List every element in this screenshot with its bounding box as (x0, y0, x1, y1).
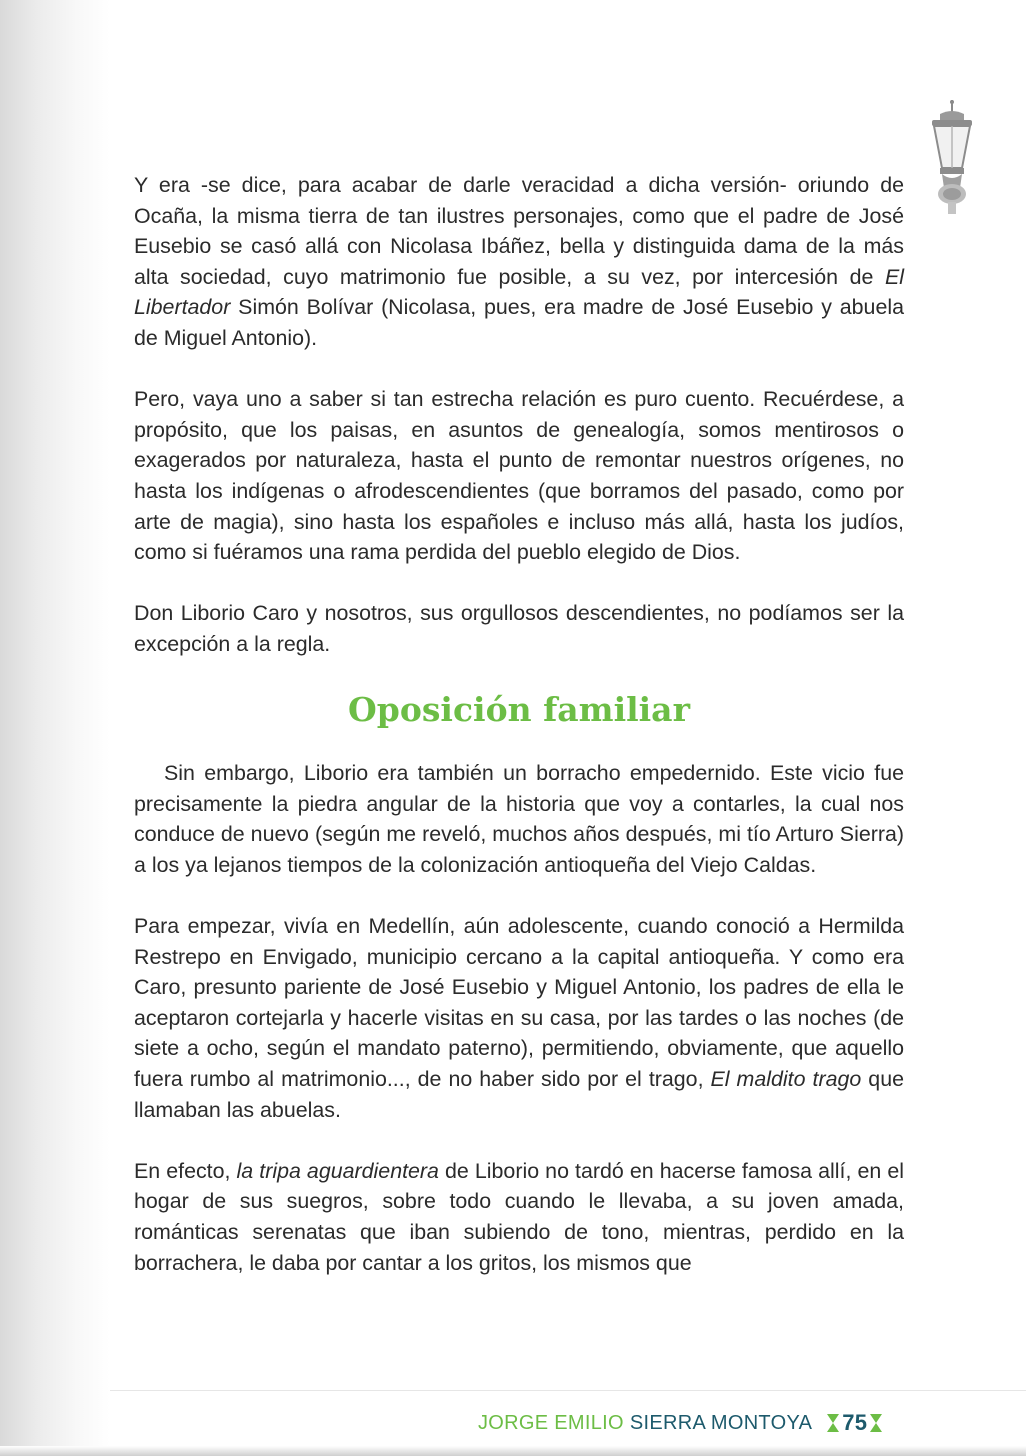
page-footer (478, 1407, 883, 1439)
footer-divider (110, 1390, 1026, 1391)
author-last-name: SIERRA MONTOYA (629, 1411, 813, 1434)
hourglass-icon (869, 1413, 883, 1433)
street-lamp-icon (920, 98, 984, 218)
page-number: 75 (842, 1410, 868, 1435)
book-spine-shadow (0, 0, 110, 1456)
body-text (134, 170, 904, 1309)
paragraph-3: Don Liborio Caro y nosotros, sus orgullosos descendientes, no podíamos ser la excepción a la regla. (134, 601, 904, 656)
paragraph-1: Y era -se dice, para acabar de darle veracidad a dicha versión- oriundo de Ocaña, la misma tierra de tan ilustres personajes, como que el padre de José Eusebio se casó allá con Nicolasa Ibáñez, bella y distinguida dama de la más alta sociedad, cuyo matrimonio fue posible, a su vez, por intercesión de El Libertador Simón Bolívar (Nicolasa, pues, era madre de José Eusebio y abuela de Miguel Antonio). (134, 173, 904, 350)
paragraph-2: Pero, vaya uno a saber si tan estrecha relación es puro cuento. Recuérdese, a propósito, que los paisas, en asuntos de genealogía, somos mentirosos o exagerados por naturaleza, hasta el punto de remontar nuestros orígenes, no hasta los indígenas o afrodescendientes (que borramos del pasado, como por arte de magia), sino hasta los españoles e incluso más allá, hasta los judíos, como si fuéramos una rama perdida del pueblo elegido de Dios. (134, 387, 904, 565)
paragraph-4: Sin embargo, Liborio era también un borracho empedernido. Este vicio fue precisamente la piedra angular de la historia que voy a contarles, la cual nos conduce de nuevo (según me reveló, muchos años después, mi tío Arturo Sierra) a los ya lejanos tiempos de la colonización antioqueña del Viejo Caldas. (134, 761, 904, 877)
author-first-name: JORGE EMILIO (478, 1411, 624, 1434)
page-bottom-shadow (0, 1446, 1026, 1456)
page-number-group (826, 1410, 883, 1436)
hourglass-icon (826, 1413, 840, 1433)
paragraph-5: Para empezar, vivía en Medellín, aún adolescente, cuando conoció a Hermilda Restrepo en Envigado, municipio cercano a la capital antioqueña. Y como era Caro, presunto pariente de José Eusebio y Miguel Antonio, los padres de ella le aceptaron cortejarla y hacerle visitas en su casa, por las tardes o las noches (de siete a ocho, según el mandato paterno), permitiendo, obviamente, que aquello fuera rumbo al matrimonio..., de no haber sido por el trago, El maldito trago que llamaban las abuelas. (134, 914, 904, 1122)
section-heading: Oposición familiar (348, 690, 690, 730)
paragraph-6: En efecto, la tripa aguardientera de Liborio no tardó en hacerse famosa allí, en el hogar de sus suegros, sobre todo cuando le llevaba, a su joven amada, románticas serenatas que iban subiendo de tono, mientras, perdido en la borrachera, le daba por cantar a los gritos, los mismos que (134, 1158, 905, 1275)
